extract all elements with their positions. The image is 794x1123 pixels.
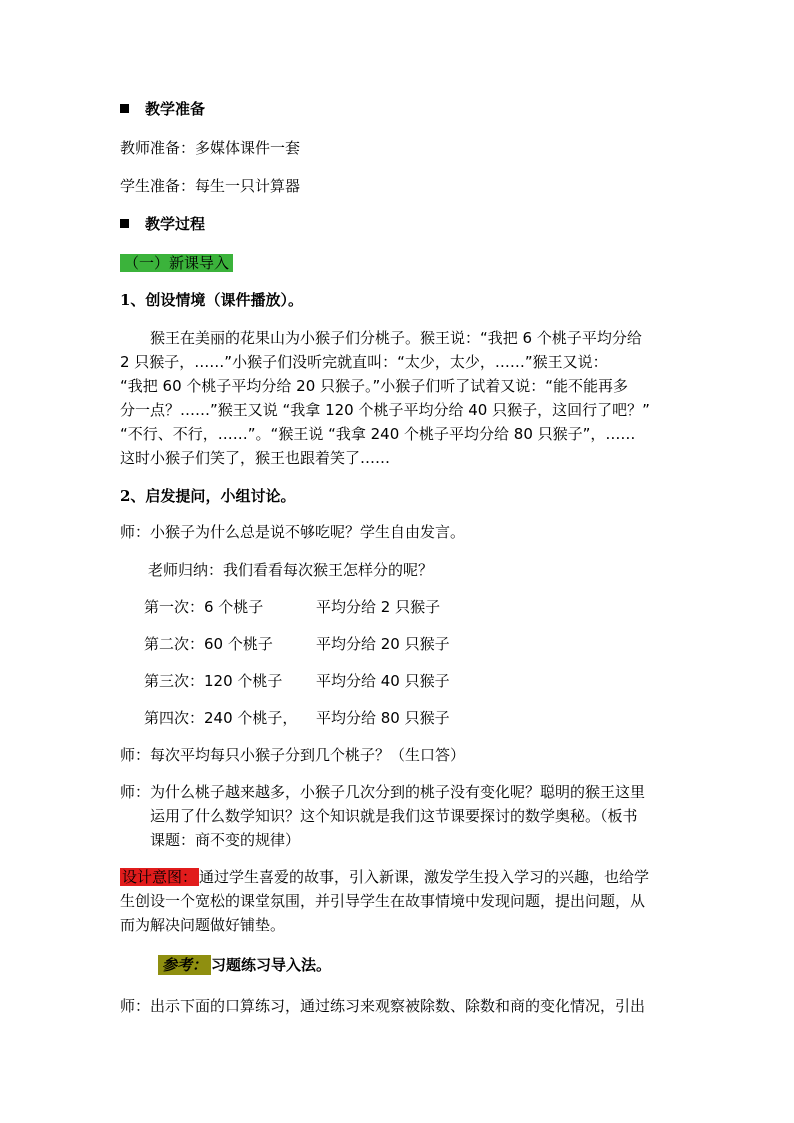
question-3-line: 课题：商不变的规律） — [150, 831, 301, 849]
step1-heading: 1、创设情境（课件播放）。 — [120, 291, 303, 309]
prep-heading: 教学准备 — [120, 99, 205, 119]
division-row: 第二次：60 个桃子 平均分给 20 只猴子 — [144, 635, 450, 653]
last-line: 师：出示下面的口算练习，通过练习来观察被除数、除数和商的变化情况，引出 — [120, 997, 646, 1015]
design-intent-line: 而为解决问题做好铺垫。 — [120, 916, 286, 934]
process-heading: 教学过程 — [120, 214, 205, 234]
division-row: 第四次：240 个桃子， 平均分给 80 只猴子 — [144, 709, 450, 727]
student-prep: 学生准备：每生一只计算器 — [120, 177, 301, 195]
new-lesson-tag: （一）新课导入 — [120, 253, 233, 273]
square-bullet-icon — [120, 219, 129, 228]
story-line: “我把 60 个桃子平均分给 20 只猴子。”小猴子们听了试着又说：“能不能再多 — [120, 377, 629, 395]
design-intent: 设计意图： 通过学生喜爱的故事，引入新课，激发学生投入学习的兴趣，也给学 — [122, 868, 650, 886]
story-line: 这时小猴子们笑了，猴王也跟着笑了…… — [120, 449, 391, 467]
story-line: 猴王在美丽的花果山为小猴子们分桃子。猴王说：“我把 6 个桃子平均分给 — [150, 329, 642, 347]
step2-heading: 2、启发提问，小组讨论。 — [120, 487, 296, 505]
division-row: 第一次：6 个桃子 平均分给 2 只猴子 — [144, 598, 441, 616]
teacher-summary: 老师归纳：我们看看每次猴王怎样分的呢？ — [148, 561, 434, 579]
story-line: 2 只猴子，……”小猴子们没听完就直叫：“太少，太少，……”猴王又说： — [120, 353, 608, 371]
square-bullet-icon — [120, 104, 129, 113]
question-1: 师：小猴子为什么总是说不够吃呢？学生自由发言。 — [120, 523, 466, 541]
teacher-prep: 教师准备：多媒体课件一套 — [120, 139, 301, 157]
question-3-line: 运用了什么数学知识？这个知识就是我们这节课要探讨的数学奥秘。（板书 — [150, 807, 638, 825]
story-line: “不行、不行，……”。“猴王说 “我拿 240 个桃子平均分给 80 只猴子”，…… — [120, 425, 636, 443]
question-3-line: 师：为什么桃子越来越多，小猴子几次分到的桃子没有变化呢？聪明的猴王这里 — [120, 783, 646, 801]
story-line: 分一点？……”猴王又说 “我拿 120 个桃子平均分给 40 只猴子，这回行了吧？” — [120, 401, 650, 419]
design-intent-line: 生创设一个宽松的课堂氛围，并引导学生在故事情境中发现问题，提出问题，从 — [120, 892, 646, 910]
question-2: 师：每次平均每只小猴子分到几个桃子？（生口答） — [120, 746, 466, 764]
reference-tag: 参考： — [158, 955, 211, 975]
division-row: 第三次：120 个桃子 平均分给 40 只猴子 — [144, 672, 450, 690]
reference: 参考： 习题练习导入法。 — [158, 955, 331, 975]
design-intent-tag: 设计意图： — [122, 868, 198, 886]
